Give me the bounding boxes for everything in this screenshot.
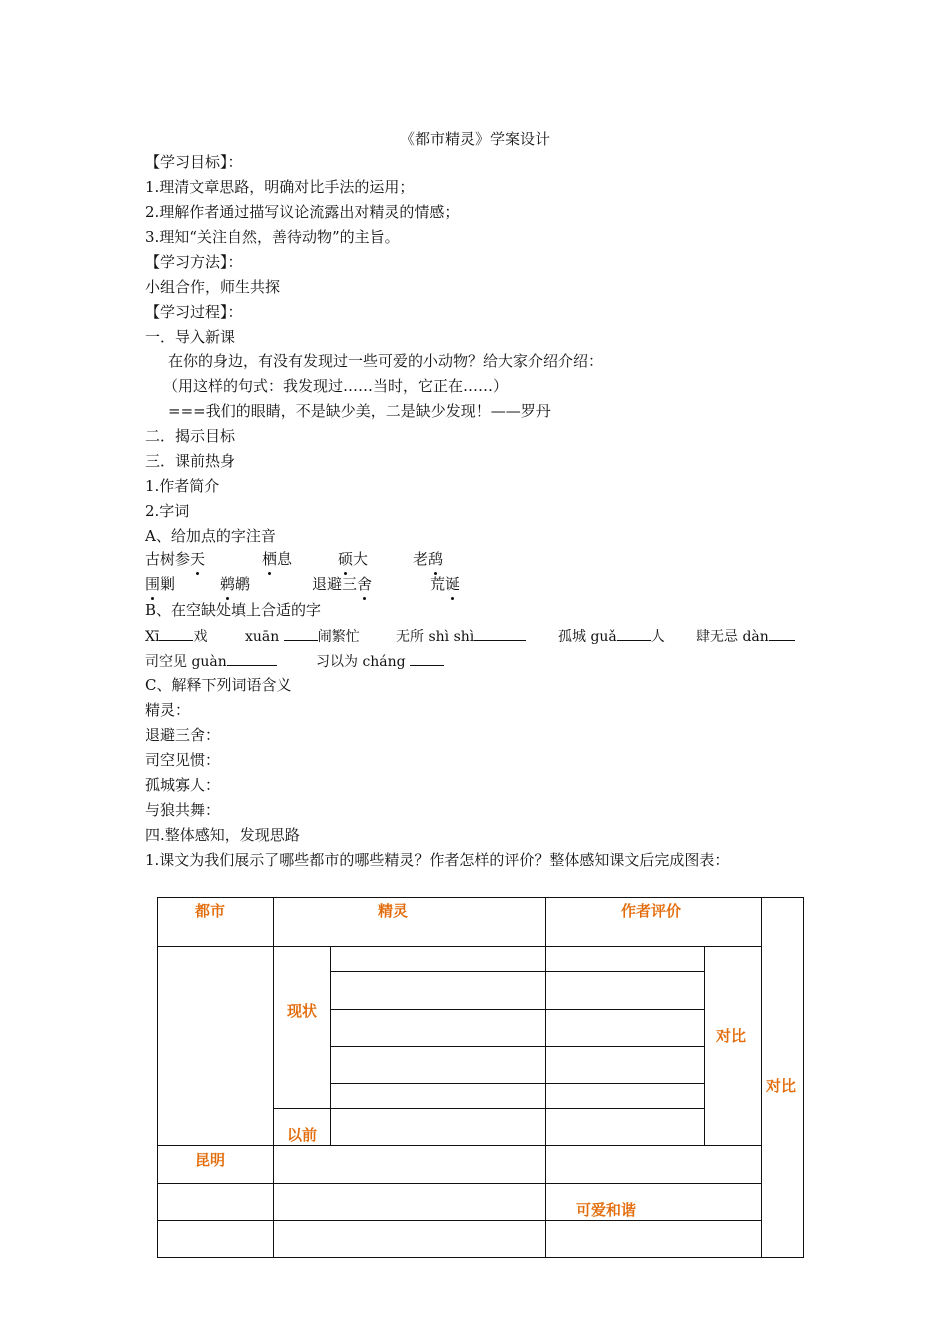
pinyin-word: 退避三舍 bbox=[312, 575, 373, 593]
section-4-heading: 四.整体感知，发现思路 bbox=[145, 826, 300, 844]
goal-item: 1.理清文章思路，明确对比手法的运用； bbox=[145, 178, 415, 196]
author-intro: 1.作者简介 bbox=[145, 477, 220, 495]
fill-blank-item: 司空见 guàn bbox=[145, 651, 277, 672]
term-item: 与狼共舞： bbox=[145, 801, 221, 819]
fill-blank-item: 习以为 cháng bbox=[316, 651, 444, 672]
fill-blank-item: 孤城 guǎ 人 bbox=[558, 626, 665, 647]
header-city: 都市 bbox=[195, 902, 226, 920]
pinyin-word: 古树参天 bbox=[145, 550, 206, 568]
pinyin-word: 栖息 bbox=[262, 550, 293, 568]
label-before: 以前 bbox=[287, 1126, 318, 1144]
section-2-heading: 二．揭示目标 bbox=[145, 427, 236, 445]
term-item: 孤城寡人： bbox=[145, 776, 221, 794]
header-evaluation: 作者评价 bbox=[621, 902, 682, 920]
intro-line: ===我们的眼睛，不是缺少美，二是缺少发现！——罗丹 bbox=[168, 402, 551, 420]
label-kunming: 昆明 bbox=[195, 1151, 226, 1169]
label-current: 现状 bbox=[287, 1002, 318, 1020]
vocab-heading: 2.字词 bbox=[145, 502, 190, 520]
intro-line: 在你的身边，有没有发现过一些可爱的小动物？给大家介绍介绍： bbox=[168, 352, 604, 370]
term-item: 退避三舍： bbox=[145, 726, 221, 744]
document-title: 《都市精灵》学案设计 bbox=[399, 130, 550, 148]
process-heading: 【学习过程】： bbox=[145, 303, 243, 321]
method-heading: 【学习方法】： bbox=[145, 253, 243, 271]
intro-line: （用这样的句式：我发现过……当时，它正在……） bbox=[163, 377, 509, 395]
fill-blank-item: xuān 闹繁忙 bbox=[245, 626, 360, 647]
section-3-heading: 三．课前热身 bbox=[145, 452, 236, 470]
fill-blank-item: Xī 戏 bbox=[145, 626, 207, 647]
section-4-question: 1.课文为我们展示了哪些都市的哪些精灵？作者怎样的评价？整体感知课文后完成图表： bbox=[145, 851, 730, 869]
part-c-heading: C、解释下列词语含义 bbox=[145, 676, 292, 694]
goal-item: 3.理知“关注自然，善待动物”的主旨。 bbox=[145, 228, 400, 246]
fill-blank-item: 肆无忌 dàn bbox=[696, 626, 795, 647]
label-harmony: 可爱和谐 bbox=[576, 1201, 637, 1219]
term-item: 精灵： bbox=[145, 701, 191, 719]
term-item: 司空见惯： bbox=[145, 751, 221, 769]
pinyin-word: 硕大 bbox=[338, 550, 369, 568]
pinyin-word: 围剿 bbox=[145, 575, 176, 593]
method-text: 小组合作，师生共探 bbox=[145, 278, 281, 296]
goal-item: 2.理解作者通过描写议论流露出对精灵的情感； bbox=[145, 203, 460, 221]
header-spirit: 精灵 bbox=[378, 902, 409, 920]
goals-heading: 【学习目标】： bbox=[145, 153, 243, 171]
part-a-heading: A、给加点的字注音 bbox=[145, 527, 276, 545]
pinyin-word: 荒诞 bbox=[430, 575, 461, 593]
section-1-heading: 一．导入新课 bbox=[145, 328, 236, 346]
pinyin-word: 鹈鹕 bbox=[220, 575, 251, 593]
part-b-heading: B、在空缺处填上合适的字 bbox=[145, 601, 322, 619]
label-compare-outer: 对比 bbox=[766, 1077, 797, 1095]
pinyin-word: 老鸹 bbox=[413, 550, 444, 568]
fill-blank-item: 无所 shì shì bbox=[396, 626, 526, 647]
label-compare-inner: 对比 bbox=[716, 1027, 747, 1045]
